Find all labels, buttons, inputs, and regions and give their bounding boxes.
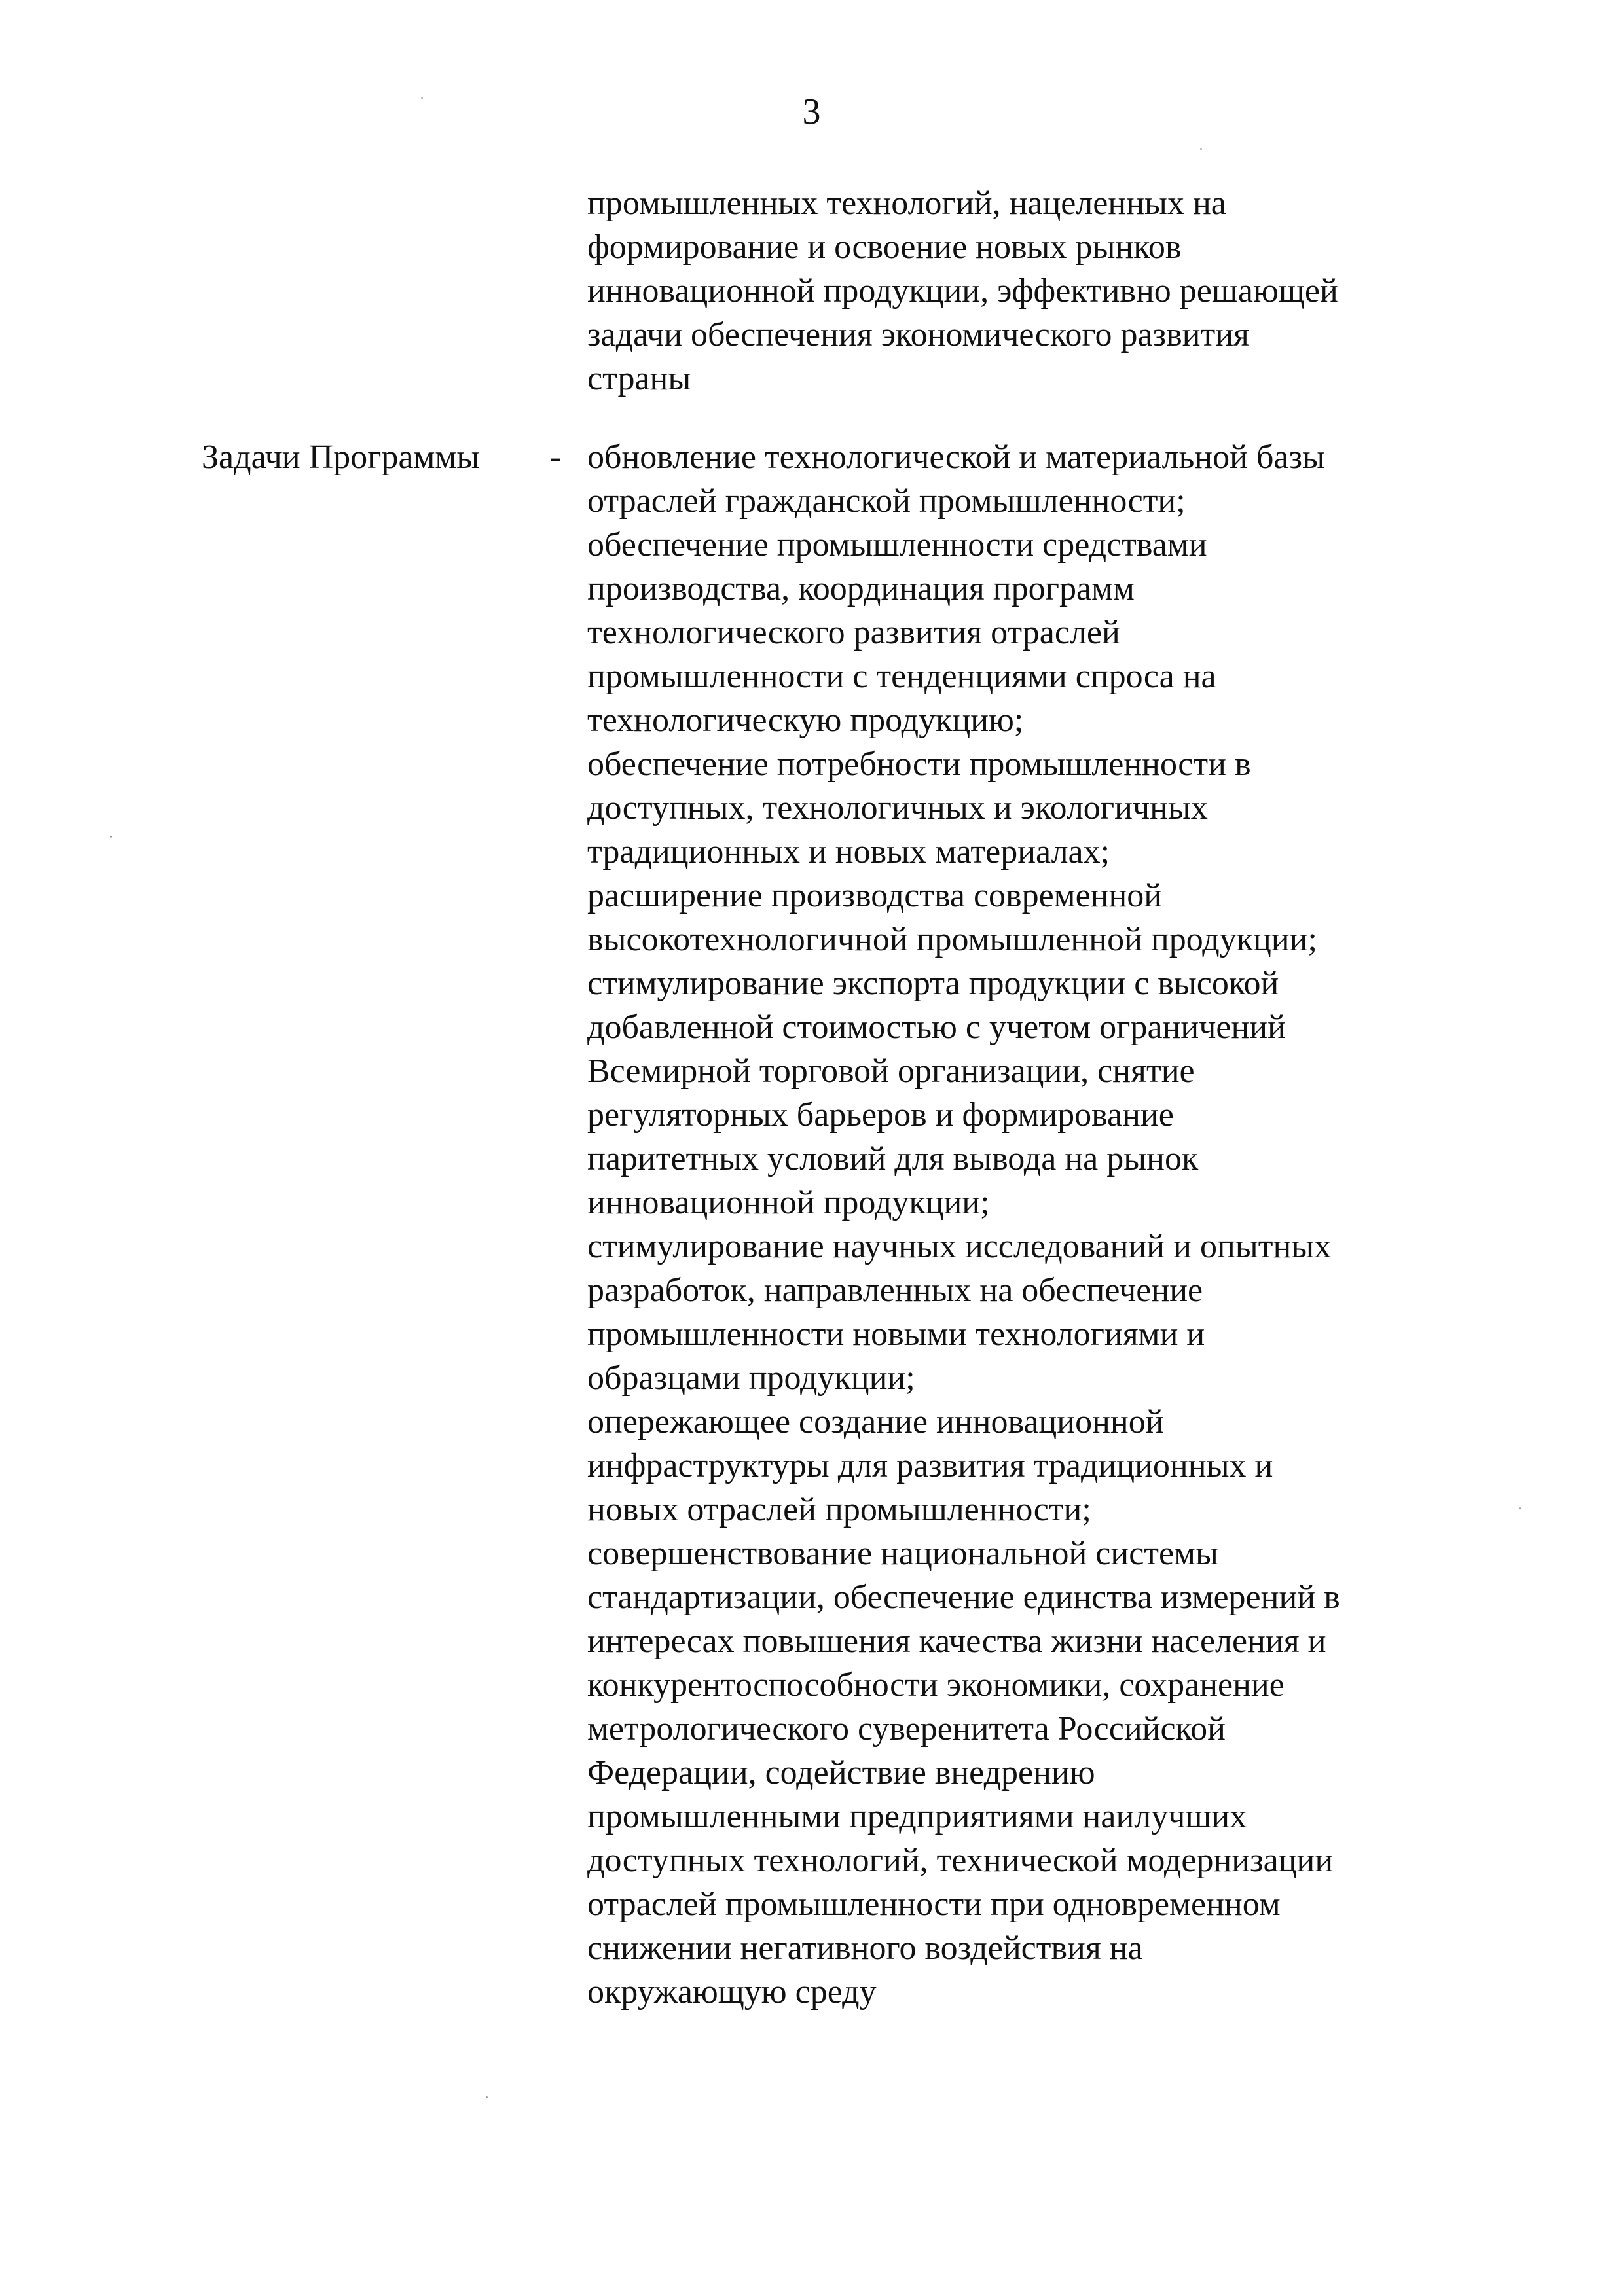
task-line: доступных технологий, технической модернизации [587, 1842, 1334, 1879]
task-line: Всемирной торговой организации, снятие [587, 1052, 1195, 1090]
scan-speck [1200, 148, 1202, 150]
task-line: производства, координация программ [587, 570, 1135, 607]
task-line: стимулирование экспорта продукции с высокой [587, 965, 1279, 1002]
task-line: опережающее создание инновационной [587, 1403, 1164, 1441]
task-line: снижении негативного воздействия на [587, 1929, 1143, 1967]
scan-speck [110, 836, 112, 838]
scan-speck [421, 97, 423, 99]
task-line: разработок, направленных на обеспечение [587, 1272, 1203, 1309]
task-line: инфраструктуры для развития традиционных и [587, 1447, 1273, 1484]
scan-speck [1519, 1507, 1521, 1509]
intro-line: инновационной продукции, эффективно решающей [587, 272, 1338, 310]
scan-speck [486, 2096, 488, 2098]
task-line: расширение производства современной [587, 877, 1163, 914]
intro-paragraph [587, 181, 1504, 401]
intro-line: промышленных технологий, нацеленных на [587, 185, 1226, 222]
task-line: образцами продукции; [587, 1359, 915, 1397]
task-line: интересах повышения качества жизни населения и [587, 1623, 1326, 1660]
program-tasks-label: Задачи Программы [202, 439, 480, 476]
page-number: 3 [802, 92, 821, 132]
task-line: обеспечение потребности промышленности в [587, 745, 1251, 783]
intro-line: формирование и освоение новых рынков [587, 228, 1182, 266]
task-line: совершенствование национальной системы [587, 1535, 1218, 1572]
task-line: метрологического суверенитета Российской [587, 1710, 1226, 1748]
intro-line: задачи обеспечения экономического развития [587, 316, 1249, 353]
task-line: стимулирование научных исследований и опытных [587, 1228, 1332, 1265]
task-line: регуляторных барьеров и формирование [587, 1096, 1174, 1134]
task-line: обеспечение промышленности средствами [587, 526, 1207, 564]
task-line: промышленности с тенденциями спроса на [587, 658, 1216, 695]
task-line: промышленными предприятиями наилучших [587, 1798, 1247, 1835]
task-line: паритетных условий для вывода на рынок [587, 1140, 1199, 1177]
task-line: стандартизации, обеспечение единства измерений в [587, 1579, 1340, 1616]
task-line: технологического развития отраслей [587, 614, 1120, 651]
task-line: окружающую среду [587, 1973, 877, 2011]
task-line: традиционных и новых материалах; [587, 833, 1110, 870]
program-tasks-text [587, 435, 1504, 2014]
task-line: инновационной продукции; [587, 1184, 990, 1221]
task-line: конкурентоспособности экономики, сохранение [587, 1666, 1285, 1704]
task-line: промышленности новыми технологиями и [587, 1316, 1205, 1353]
program-tasks-dash: - [550, 439, 562, 476]
task-line: высокотехнологичной промышленной продукции; [587, 921, 1317, 958]
task-line: обновление технологической и материальной базы [587, 439, 1325, 476]
intro-line: страны [587, 360, 691, 397]
task-line: отраслей промышленности при одновременном [587, 1886, 1281, 1923]
task-line: Федерации, содействие внедрению [587, 1754, 1095, 1791]
task-line: новых отраслей промышленности; [587, 1491, 1091, 1528]
task-line: добавленной стоимостью с учетом ограничений [587, 1009, 1286, 1046]
task-line: технологическую продукцию; [587, 702, 1024, 739]
task-line: доступных, технологичных и экологичных [587, 789, 1208, 827]
task-line: отраслей гражданской промышленности; [587, 482, 1186, 520]
